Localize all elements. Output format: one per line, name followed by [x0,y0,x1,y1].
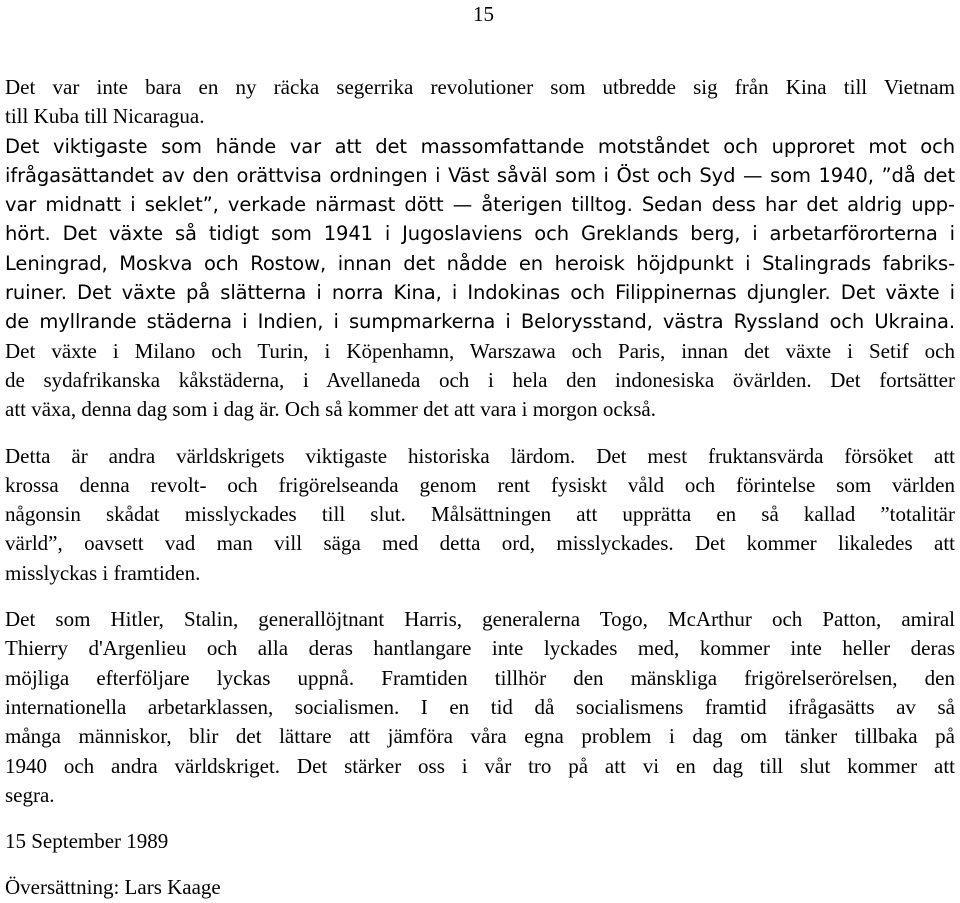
text-line: 1940 och andra världskriget. Det stärker oss i vår tro på att vi en dag till slut kommer att [5,753,955,778]
text-line: de sydafrikanska kåkstäderna, i Avellaneda och i hela den indonesiska övärlden. Det fortsätter [5,367,955,392]
text-line: värld”, oavsett vad man vill säga med detta ord, misslyckades. Det kommer likaledes att [5,531,955,556]
text-line: internationella arbetarklassen, socialismen. I en tid då socialismens framtid ifrågasätts av så [5,694,955,719]
paragraph-4 [5,605,955,810]
document-body [5,73,955,903]
document-date: 15 September 1989 [5,829,169,854]
paragraph-2 [5,132,955,425]
text-line: att växa, denna dag som i dag är. Och så kommer det att vara i morgon också. [5,397,656,422]
text-line: många människor, blir det lättare att jämföra våra egna problem i dag om tänker tillbaka på [5,724,955,749]
text-line: någonsin skådat misslyckades till slut. Målsättningen att upprätta en så kallad ”totalitär [5,502,955,527]
text-line: Detta är andra världskrigets viktigaste historiska lärdom. Det mest fruktansvärda försöket att [5,443,955,468]
text-line: ifrågasättandet av den orättvisa ordningen i Väst såväl som i Öst och Syd — som 1940, ”då det [5,163,955,187]
text-line: Thierry d'Argenlieu och alla deras hantlangare inte lyckades med, kommer inte heller deras [5,636,955,661]
text-line: Det viktigaste som hände var att det massomfattande motståndet och upproret mot och [5,134,955,158]
text-line: Det växte i Milano och Turin, i Köpenhamn, Warszawa och Paris, innan det växte i Setif och [5,338,955,363]
text-line: ruiner. Det växte på slätterna i norra Kina, i Indokinas och Filippinernas djungler. Det växte i [5,281,955,305]
text-line: var midnatt i seklet”, verkade närmast dött — återigen tilltog. Sedan dess har det aldrig upp- [5,193,955,217]
text-line: krossa denna revolt- och frigörelseanda genom rent fysiskt våld och förintelse som världen [5,472,955,497]
translator-credit: Översättning: Lars Kaage [5,875,221,900]
text-line: segra. [5,782,55,807]
text-line: till Kuba till Nicaragua. [5,104,205,129]
text-line: hört. Det växte så tidigt som 1941 i Jugoslaviens och Greklands berg, i arbetarförorterna i [5,222,955,246]
text-line: Leningrad, Moskva och Rostow, innan det nådde en heroisk höjdpunkt i Stalingrads fabriks- [5,251,955,275]
page-number: 15 [473,2,494,26]
text-line: Det var inte bara en ny räcka segerrika revolutioner som utbredde sig från Kina till Vietnam [5,75,955,99]
text-line: de myllrande städerna i Indien, i sumpmarkerna i Belorysstand, västra Ryssland och Ukraina. [5,310,955,334]
text-line: Det som Hitler, Stalin, generallöjtnant Harris, generalerna Togo, McArthur och Patton, amiral [5,607,955,632]
paragraph-1 [5,73,955,132]
text-line: misslyckas i framtiden. [5,560,201,585]
paragraph-3 [5,442,955,588]
text-line: möjliga efterföljare lyckas uppnå. Framtiden tillhör den mänskliga frigörelserörelsen, den [5,665,955,690]
